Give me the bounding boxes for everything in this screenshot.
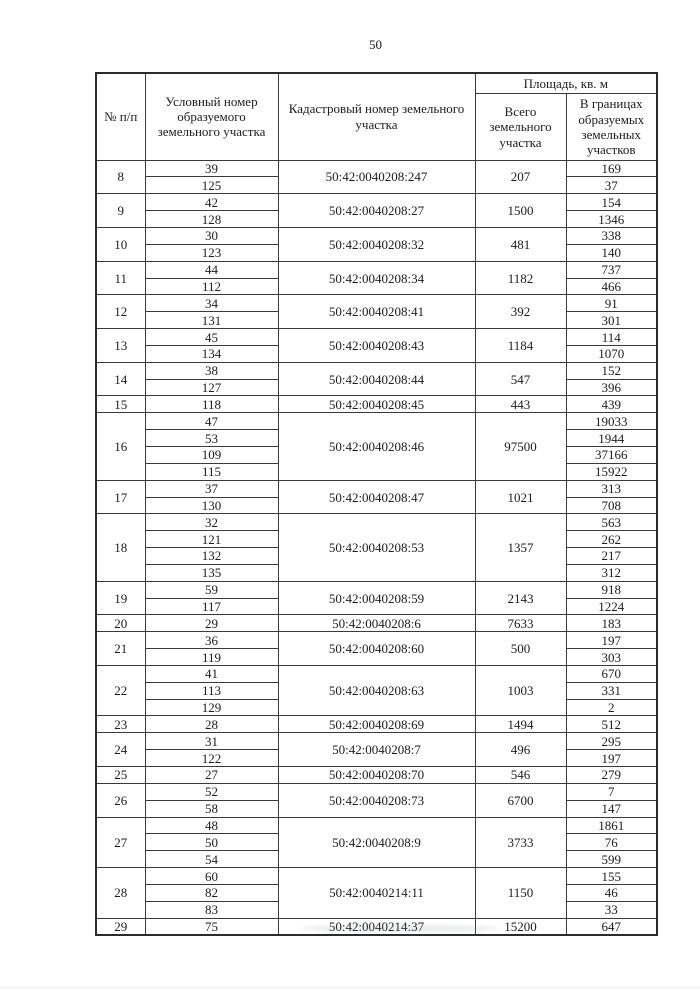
- within-area-cell: 396: [566, 379, 657, 396]
- total-area-cell: 1182: [475, 261, 566, 295]
- total-area-cell: 15200: [475, 918, 566, 935]
- conditional-number-cell: 129: [145, 699, 278, 716]
- within-area-cell: 154: [566, 194, 657, 211]
- row-number-cell: 24: [96, 733, 145, 767]
- total-area-cell: 546: [475, 767, 566, 784]
- total-area-cell: 1357: [475, 514, 566, 581]
- total-area-cell: 3733: [475, 817, 566, 868]
- within-area-cell: 295: [566, 733, 657, 750]
- conditional-number-cell: 130: [145, 497, 278, 514]
- conditional-number-cell: 115: [145, 463, 278, 480]
- within-area-cell: 169: [566, 160, 657, 177]
- within-area-cell: 312: [566, 564, 657, 581]
- row-number-cell: 23: [96, 716, 145, 733]
- total-area-cell: 1500: [475, 194, 566, 228]
- within-area-cell: 262: [566, 531, 657, 548]
- row-number-cell: 28: [96, 868, 145, 919]
- table-row: [96, 733, 657, 750]
- table-row: [96, 329, 657, 346]
- within-area-cell: 279: [566, 767, 657, 784]
- within-area-cell: 1861: [566, 817, 657, 834]
- conditional-number-cell: 52: [145, 783, 278, 800]
- table-row: [96, 783, 657, 800]
- within-area-cell: 1346: [566, 211, 657, 228]
- row-number-cell: 22: [96, 665, 145, 716]
- row-number-cell: 26: [96, 783, 145, 817]
- row-number-cell: 21: [96, 632, 145, 666]
- within-area-cell: 197: [566, 632, 657, 649]
- conditional-number-cell: 32: [145, 514, 278, 531]
- total-area-cell: 500: [475, 632, 566, 666]
- table-row: [96, 160, 657, 177]
- within-area-cell: 37: [566, 177, 657, 194]
- conditional-number-cell: 121: [145, 531, 278, 548]
- within-area-cell: 147: [566, 800, 657, 817]
- total-area-cell: 481: [475, 228, 566, 262]
- within-area-cell: 7: [566, 783, 657, 800]
- cadastral-number-cell: 50:42:0040208:41: [278, 295, 475, 329]
- header-cadastral-number: Кадастровый номер земельного участка: [278, 73, 475, 160]
- row-number-cell: 13: [96, 329, 145, 363]
- conditional-number-cell: 47: [145, 413, 278, 430]
- conditional-number-cell: 38: [145, 362, 278, 379]
- row-number-cell: 14: [96, 362, 145, 396]
- cadastral-number-cell: 50:42:0040208:69: [278, 716, 475, 733]
- cadastral-number-cell: 50:42:0040208:32: [278, 228, 475, 262]
- row-number-cell: 19: [96, 581, 145, 615]
- within-area-cell: 37166: [566, 446, 657, 463]
- conditional-number-cell: 30: [145, 228, 278, 245]
- within-area-cell: 512: [566, 716, 657, 733]
- within-area-cell: 563: [566, 514, 657, 531]
- within-area-cell: 670: [566, 665, 657, 682]
- conditional-number-cell: 117: [145, 598, 278, 615]
- row-number-cell: 20: [96, 615, 145, 632]
- conditional-number-cell: 122: [145, 750, 278, 767]
- row-number-cell: 16: [96, 413, 145, 480]
- conditional-number-cell: 109: [145, 446, 278, 463]
- within-area-cell: 439: [566, 396, 657, 413]
- within-area-cell: 1070: [566, 345, 657, 362]
- conditional-number-cell: 75: [145, 918, 278, 935]
- conditional-number-cell: 60: [145, 868, 278, 885]
- within-area-cell: 313: [566, 480, 657, 497]
- row-number-cell: 17: [96, 480, 145, 514]
- conditional-number-cell: 118: [145, 396, 278, 413]
- conditional-number-cell: 50: [145, 834, 278, 851]
- table-row: [96, 413, 657, 430]
- cadastral-number-cell: 50:42:0040208:53: [278, 514, 475, 581]
- table-row: [96, 480, 657, 497]
- conditional-number-cell: 36: [145, 632, 278, 649]
- conditional-number-cell: 132: [145, 548, 278, 565]
- cadastral-number-cell: 50:42:0040208:46: [278, 413, 475, 480]
- total-area-cell: 496: [475, 733, 566, 767]
- table-row: [96, 228, 657, 245]
- conditional-number-cell: 31: [145, 733, 278, 750]
- conditional-number-cell: 113: [145, 682, 278, 699]
- within-area-cell: 91: [566, 295, 657, 312]
- conditional-number-cell: 127: [145, 379, 278, 396]
- cadastral-number-cell: 50:42:0040208:63: [278, 665, 475, 716]
- header-conditional-number: Условный номер образуемого земельного участка: [145, 73, 278, 160]
- cadastral-number-cell: 50:42:0040208:73: [278, 783, 475, 817]
- cadastral-number-cell: 50:42:0040208:43: [278, 329, 475, 363]
- cadastral-number-cell: 50:42:0040208:60: [278, 632, 475, 666]
- within-area-cell: 737: [566, 261, 657, 278]
- within-area-cell: 2: [566, 699, 657, 716]
- total-area-cell: 2143: [475, 581, 566, 615]
- within-area-cell: 647: [566, 918, 657, 935]
- header-row-top: [96, 73, 657, 94]
- total-area-cell: 1494: [475, 716, 566, 733]
- within-area-cell: 15922: [566, 463, 657, 480]
- within-area-cell: 197: [566, 750, 657, 767]
- cadastral-number-cell: 50:42:0040208:44: [278, 362, 475, 396]
- total-area-cell: 1184: [475, 329, 566, 363]
- cadastral-number-cell: 50:42:0040208:70: [278, 767, 475, 784]
- cadastral-number-cell: 50:42:0040208:45: [278, 396, 475, 413]
- table-row: [96, 581, 657, 598]
- within-area-cell: 217: [566, 548, 657, 565]
- conditional-number-cell: 48: [145, 817, 278, 834]
- conditional-number-cell: 37: [145, 480, 278, 497]
- row-number-cell: 27: [96, 817, 145, 868]
- header-within-areas: В границах образуемых земельных участков: [566, 94, 657, 160]
- total-area-cell: 97500: [475, 413, 566, 480]
- cadastral-number-cell: 50:42:0040208:6: [278, 615, 475, 632]
- cadastral-number-cell: 50:42:0040208:59: [278, 581, 475, 615]
- total-area-cell: 1003: [475, 665, 566, 716]
- conditional-number-cell: 34: [145, 295, 278, 312]
- header-total-area: Всего земельного участка: [475, 94, 566, 160]
- row-number-cell: 10: [96, 228, 145, 262]
- within-area-cell: 331: [566, 682, 657, 699]
- row-number-cell: 15: [96, 396, 145, 413]
- row-number-cell: 11: [96, 261, 145, 295]
- within-area-cell: 152: [566, 362, 657, 379]
- total-area-cell: 547: [475, 362, 566, 396]
- within-area-cell: 33: [566, 901, 657, 918]
- conditional-number-cell: 27: [145, 767, 278, 784]
- conditional-number-cell: 39: [145, 160, 278, 177]
- table-row: [96, 615, 657, 632]
- row-number-cell: 9: [96, 194, 145, 228]
- cadastral-number-cell: 50:42:0040214:11: [278, 868, 475, 919]
- within-area-cell: 155: [566, 868, 657, 885]
- within-area-cell: 708: [566, 497, 657, 514]
- row-number-cell: 18: [96, 514, 145, 581]
- conditional-number-cell: 119: [145, 649, 278, 666]
- conditional-number-cell: 134: [145, 345, 278, 362]
- conditional-number-cell: 135: [145, 564, 278, 581]
- total-area-cell: 1150: [475, 868, 566, 919]
- conditional-number-cell: 125: [145, 177, 278, 194]
- table-header: [96, 73, 657, 160]
- table-row: [96, 817, 657, 834]
- cadastral-number-cell: 50:42:0040214:37: [278, 918, 475, 935]
- within-area-cell: 918: [566, 581, 657, 598]
- conditional-number-cell: 28: [145, 716, 278, 733]
- within-area-cell: 599: [566, 851, 657, 868]
- table-row: [96, 295, 657, 312]
- within-area-cell: 76: [566, 834, 657, 851]
- within-area-cell: 301: [566, 312, 657, 329]
- row-number-cell: 12: [96, 295, 145, 329]
- row-number-cell: 29: [96, 918, 145, 935]
- table-row: [96, 918, 657, 935]
- header-area-group: Площадь, кв. м: [475, 73, 657, 94]
- cadastral-number-cell: 50:42:0040208:7: [278, 733, 475, 767]
- cadastral-number-cell: 50:42:0040208:47: [278, 480, 475, 514]
- table-row: [96, 514, 657, 531]
- conditional-number-cell: 58: [145, 800, 278, 817]
- conditional-number-cell: 53: [145, 430, 278, 447]
- table-body: [96, 160, 657, 935]
- conditional-number-cell: 45: [145, 329, 278, 346]
- conditional-number-cell: 82: [145, 884, 278, 901]
- conditional-number-cell: 29: [145, 615, 278, 632]
- total-area-cell: 207: [475, 160, 566, 194]
- row-number-cell: 25: [96, 767, 145, 784]
- conditional-number-cell: 128: [145, 211, 278, 228]
- conditional-number-cell: 54: [145, 851, 278, 868]
- within-area-cell: 140: [566, 244, 657, 261]
- table-row: [96, 632, 657, 649]
- conditional-number-cell: 42: [145, 194, 278, 211]
- total-area-cell: 392: [475, 295, 566, 329]
- within-area-cell: 183: [566, 615, 657, 632]
- page-number: 50: [369, 37, 382, 52]
- within-area-cell: 466: [566, 278, 657, 295]
- table-row: [96, 194, 657, 211]
- conditional-number-cell: 41: [145, 665, 278, 682]
- cadastral-number-cell: 50:42:0040208:34: [278, 261, 475, 295]
- total-area-cell: 6700: [475, 783, 566, 817]
- within-area-cell: 46: [566, 884, 657, 901]
- land-plots-table: [95, 72, 658, 936]
- table-row: [96, 665, 657, 682]
- cadastral-number-cell: 50:42:0040208:9: [278, 817, 475, 868]
- total-area-cell: 443: [475, 396, 566, 413]
- within-area-cell: 303: [566, 649, 657, 666]
- header-row-number: № п/п: [96, 73, 145, 160]
- conditional-number-cell: 44: [145, 261, 278, 278]
- table-row: [96, 716, 657, 733]
- total-area-cell: 1021: [475, 480, 566, 514]
- scan-edge: [0, 985, 700, 989]
- row-number-cell: 8: [96, 160, 145, 194]
- within-area-cell: 1224: [566, 598, 657, 615]
- within-area-cell: 1944: [566, 430, 657, 447]
- within-area-cell: 19033: [566, 413, 657, 430]
- within-area-cell: 338: [566, 228, 657, 245]
- conditional-number-cell: 83: [145, 901, 278, 918]
- conditional-number-cell: 112: [145, 278, 278, 295]
- within-area-cell: 114: [566, 329, 657, 346]
- conditional-number-cell: 131: [145, 312, 278, 329]
- conditional-number-cell: 123: [145, 244, 278, 261]
- table-row: [96, 767, 657, 784]
- cadastral-number-cell: 50:42:0040208:27: [278, 194, 475, 228]
- table-row: [96, 868, 657, 885]
- table-row: [96, 396, 657, 413]
- table-row: [96, 261, 657, 278]
- total-area-cell: 7633: [475, 615, 566, 632]
- conditional-number-cell: 59: [145, 581, 278, 598]
- cadastral-number-cell: 50:42:0040208:247: [278, 160, 475, 194]
- table-row: [96, 362, 657, 379]
